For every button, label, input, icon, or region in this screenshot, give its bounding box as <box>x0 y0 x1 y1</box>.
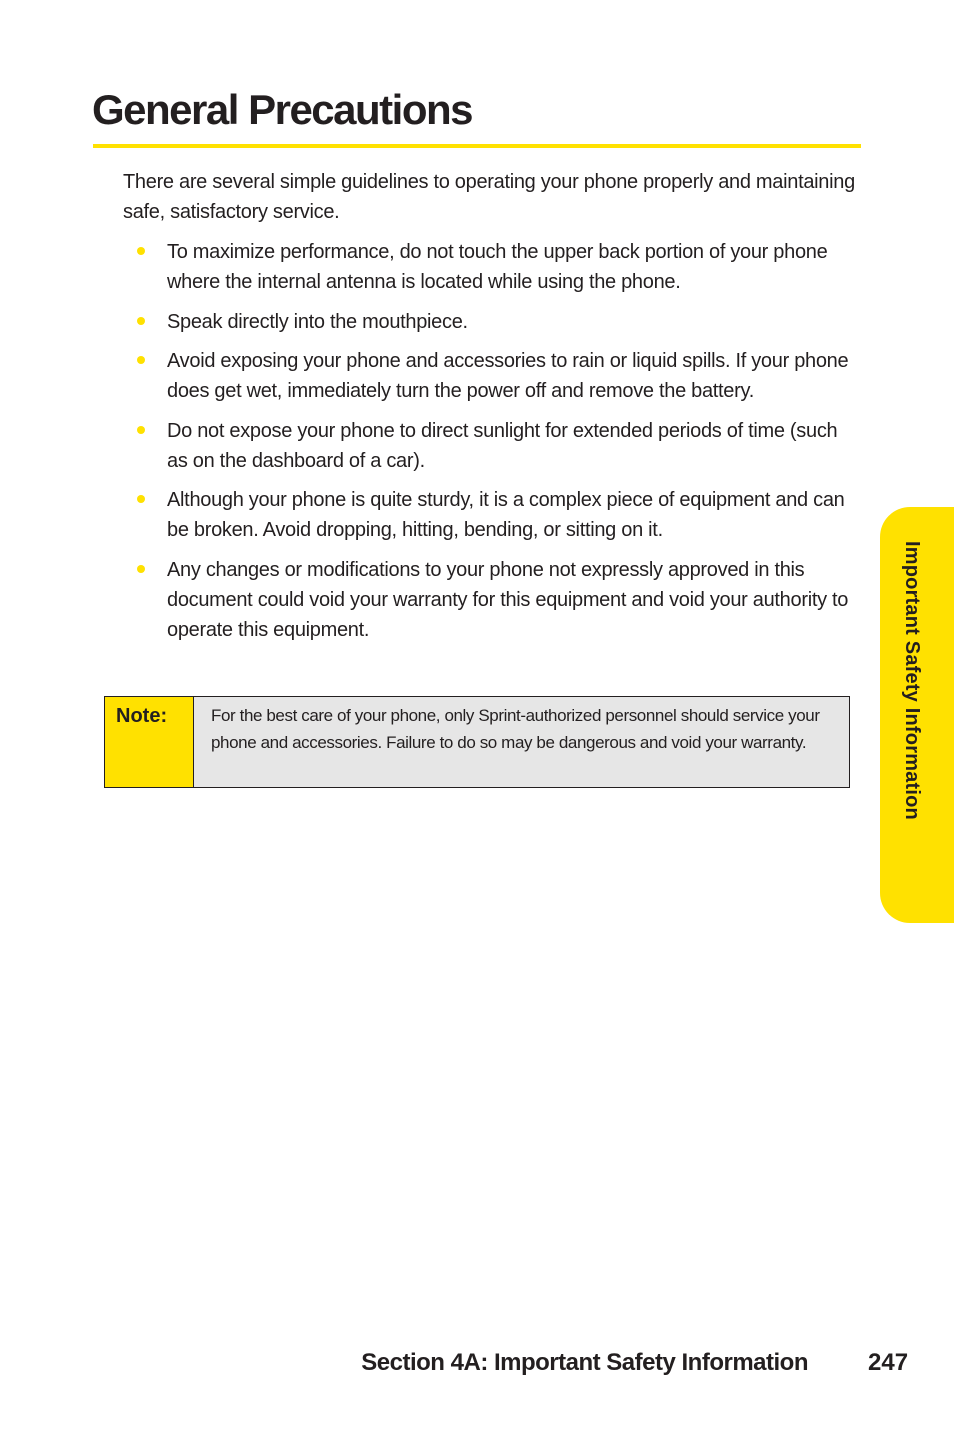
bullet-icon <box>137 356 145 364</box>
intro-paragraph: There are several simple guidelines to operating your phone properly and maintaining safe, satisfactory service. <box>123 171 855 223</box>
list-item-text: To maximize performance, do not touch the upper back portion of your phone where the internal antenna is located while using the phone. <box>167 241 828 293</box>
list-item-text: Any changes or modifications to your phone not expressly approved in this document could void your warranty for this equipment and void your authority to operate this equipment. <box>167 558 849 641</box>
bullet-icon <box>137 426 145 434</box>
bullet-icon <box>137 565 145 573</box>
list-item <box>123 485 863 545</box>
side-tab-label: Important Safety Information <box>901 541 923 820</box>
note-text: For the best care of your phone, only Sprint-authorized personnel should service your phone and accessories. Failure to do so may be dangerous and void your warranty. <box>211 706 820 752</box>
note-label: Note: <box>105 697 194 787</box>
list-item-text: Do not expose your phone to direct sunlight for extended periods of time (such as on the dashboard of a car). <box>167 419 838 472</box>
page-title: General Precautions <box>92 86 472 133</box>
bullet-icon <box>137 495 145 503</box>
list-item-text: Although your phone is quite sturdy, it is a complex piece of equipment and can be broken. Avoid dropping, hitting, bending, or sitting on it. <box>167 489 845 541</box>
page-number: 247 <box>868 1349 909 1376</box>
list-item <box>123 237 863 297</box>
footer-section-title: Section 4A: Important Safety Information <box>361 1349 808 1376</box>
bullet-icon <box>137 317 145 325</box>
list-item-text: Avoid exposing your phone and accessories to rain or liquid spills. If your phone does get wet, immediately turn the power off and remove the battery. <box>167 350 849 402</box>
list-item <box>123 307 863 337</box>
note-box <box>104 696 850 788</box>
title-rule <box>93 144 861 148</box>
list-item <box>123 346 863 406</box>
bullet-icon <box>137 247 145 255</box>
list-item <box>123 416 863 476</box>
precautions-list <box>123 237 863 654</box>
list-item <box>123 555 863 645</box>
list-item-text: Speak directly into the mouthpiece. <box>167 310 468 333</box>
